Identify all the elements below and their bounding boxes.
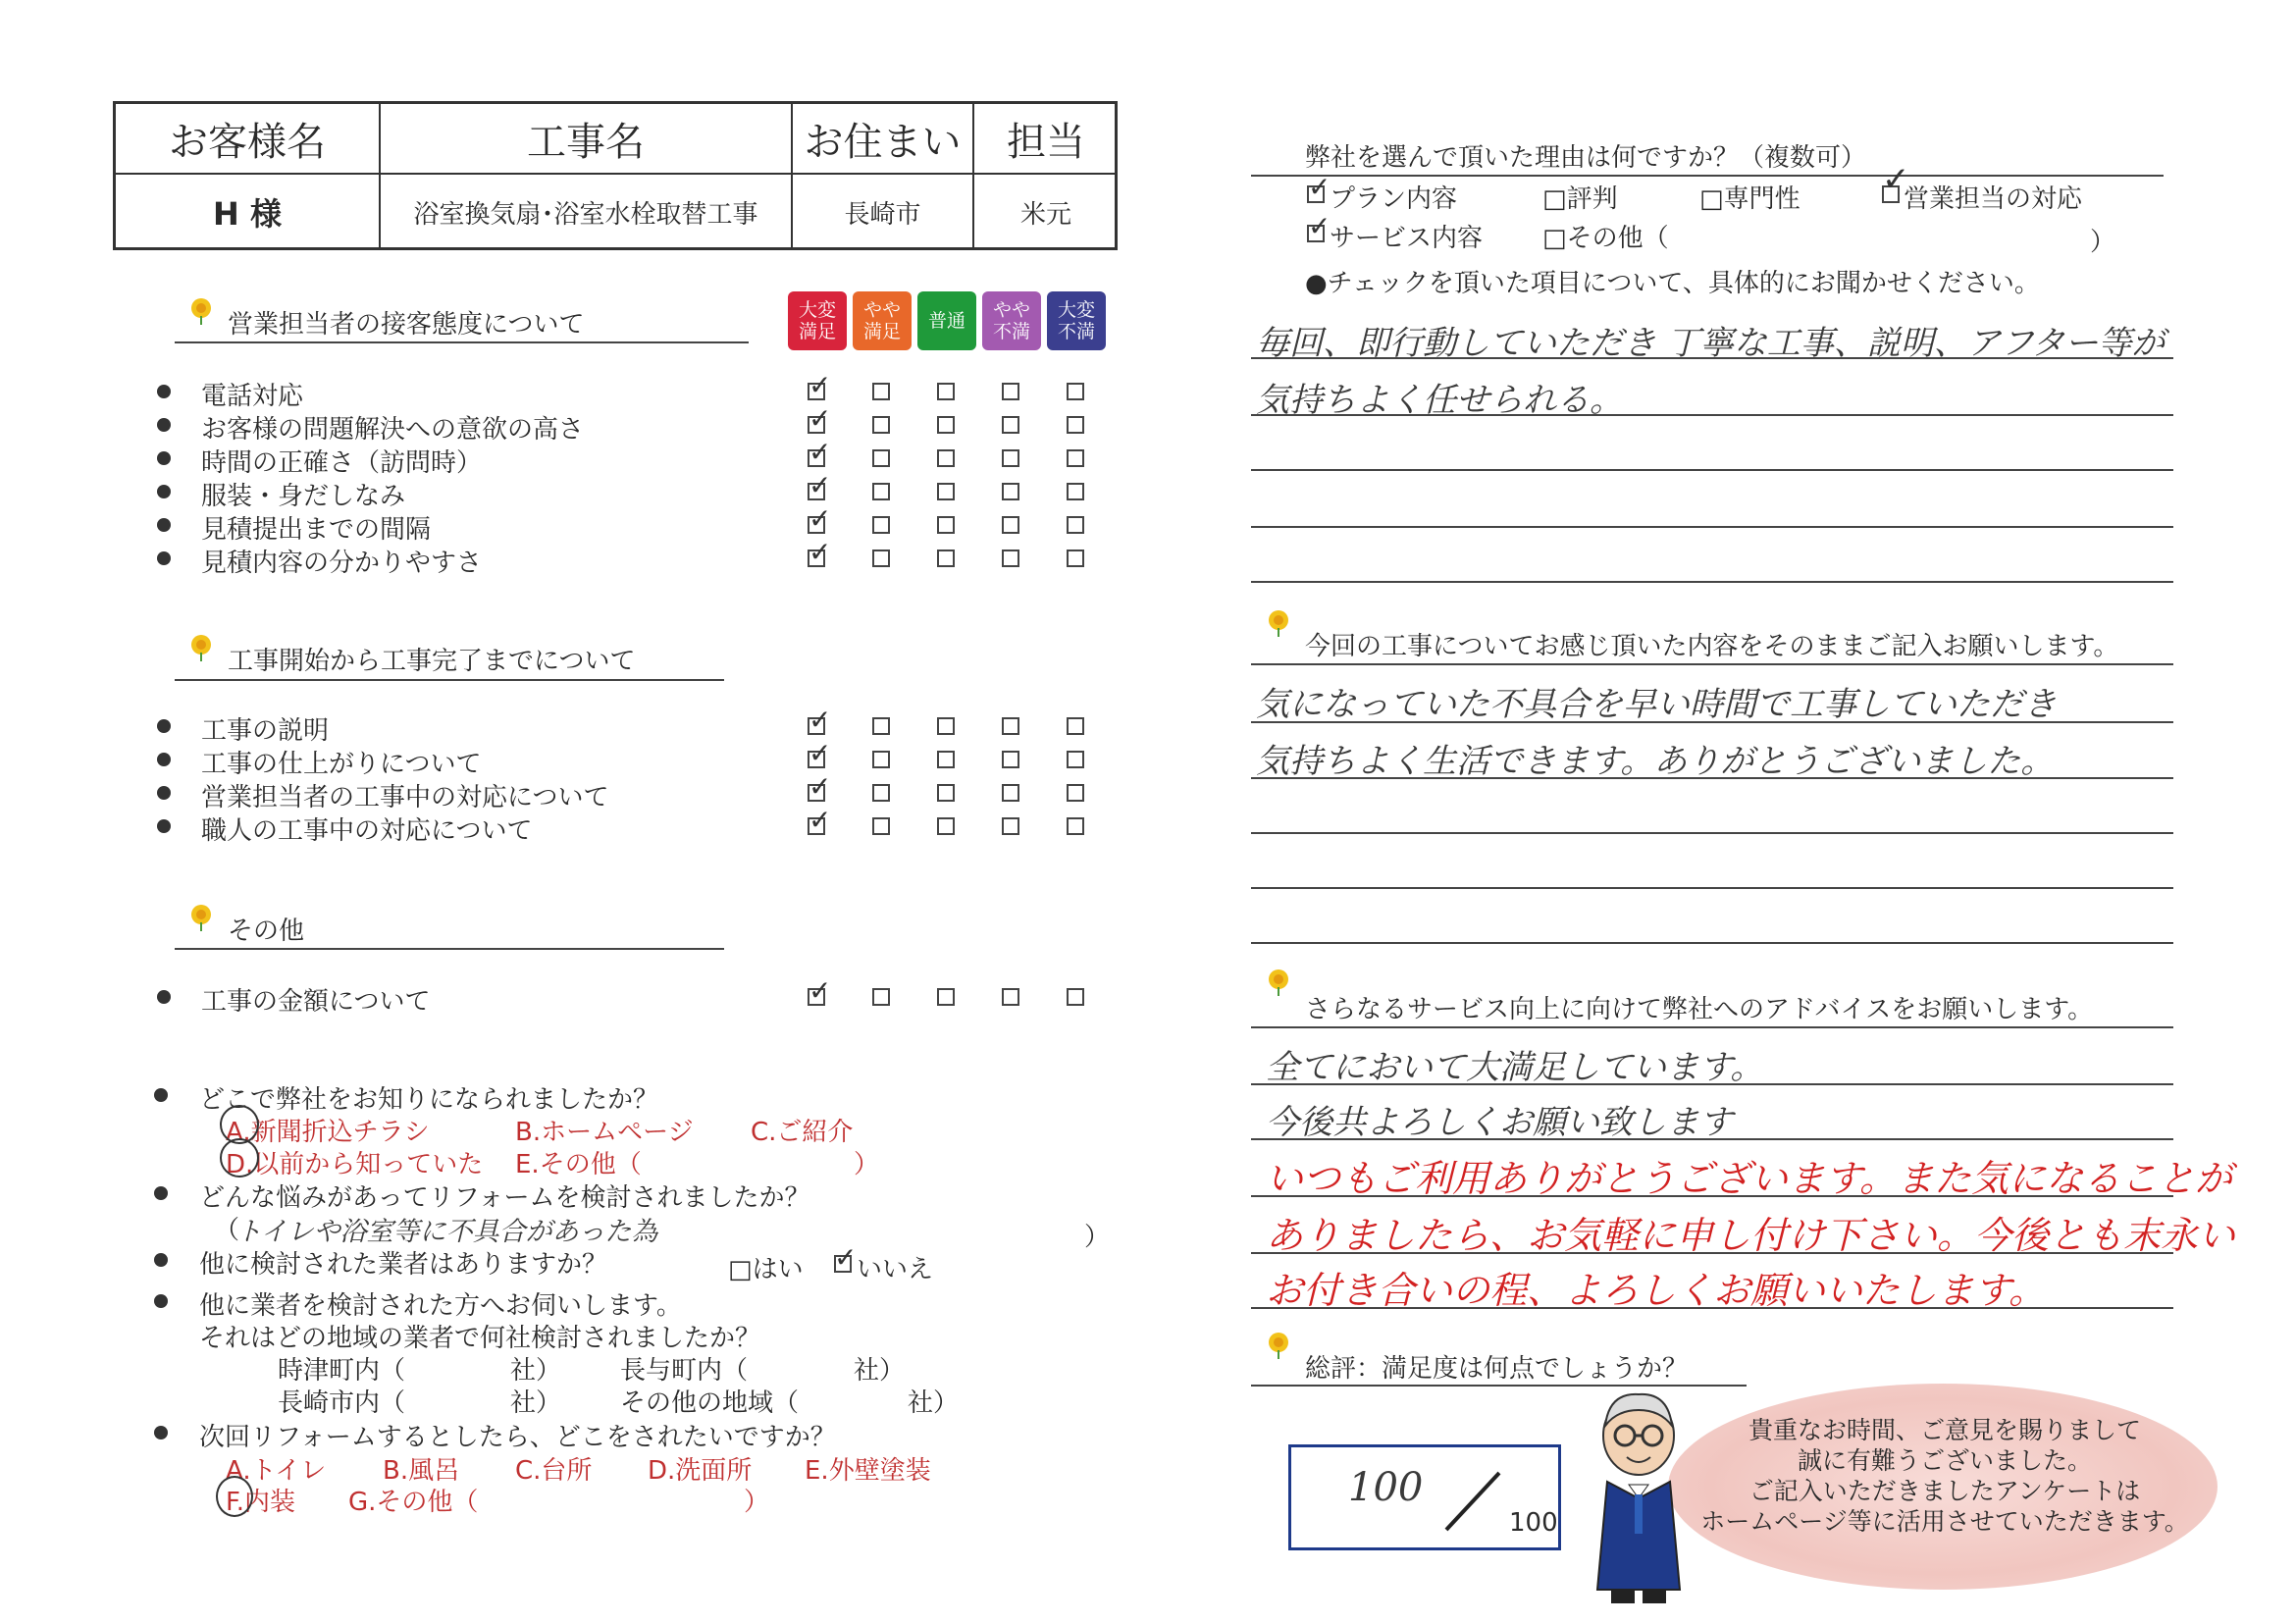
bullet — [157, 753, 171, 766]
bullet — [157, 719, 171, 733]
section2-label-2: 営業担当者の工事中の対応について — [201, 783, 609, 812]
detail-answer-1[interactable]: 毎回、即行動していただき 丁寧な工事、説明、アフター等が — [1256, 324, 2166, 363]
section1-label-5: 見積内容の分かりやすさ — [201, 549, 483, 578]
flower-icon — [186, 903, 216, 932]
bullet — [157, 385, 171, 398]
section1-label-4: 見積提出までの間隔 — [201, 515, 432, 545]
section1-checkbox-4-1[interactable] — [872, 516, 890, 534]
section3-checkbox-0-4[interactable] — [1067, 988, 1084, 1006]
section1-checkbox-2-3[interactable] — [1002, 449, 1019, 467]
check-mark: ✓ — [809, 402, 832, 435]
check-mark: ✓ — [1882, 160, 1910, 199]
bullet — [154, 1186, 168, 1200]
section1-checkbox-3-2[interactable] — [937, 483, 955, 500]
section1-checkbox-0-1[interactable] — [872, 383, 890, 400]
section1-checkbox-0-3[interactable] — [1002, 383, 1019, 400]
area-togitsu: 時津町内（ — [278, 1356, 406, 1386]
q-next-opt-d[interactable]: D.洗面所 — [648, 1456, 753, 1486]
reason-other[interactable]: □その他（ — [1542, 224, 1669, 253]
flower-icon — [186, 296, 216, 326]
section1-checkbox-0-2[interactable] — [937, 383, 955, 400]
score-max: 100 — [1509, 1508, 1558, 1538]
section2-label-0: 工事の説明 — [201, 716, 330, 746]
section1-checkbox-1-4[interactable] — [1067, 416, 1084, 434]
section1-checkbox-3-1[interactable] — [872, 483, 890, 500]
section2-checkbox-1-3[interactable] — [1002, 751, 1019, 768]
bullet — [157, 485, 171, 498]
section3-label-0: 工事の金額について — [201, 987, 431, 1017]
section1-label-1: お客様の問題解決への意欲の高さ — [201, 415, 585, 445]
area-nagasaki: 長崎市内（ — [278, 1388, 406, 1418]
area-togitsu-count: 社） — [510, 1356, 562, 1386]
section3-checkbox-0-2[interactable] — [937, 988, 955, 1006]
score-slash — [1438, 1467, 1507, 1536]
section3-checkbox-0-1[interactable] — [872, 988, 890, 1006]
bullet — [157, 418, 171, 432]
score-title: 総評：満足度は何点でしょうか？ — [1305, 1354, 1689, 1384]
bullet — [154, 1088, 168, 1102]
reason-reputation[interactable]: □評判 — [1542, 184, 1618, 214]
header-table — [113, 101, 1118, 250]
reply-line-1: いつもご利用ありがとうございます。また気になることが — [1266, 1157, 2232, 1200]
thanks-line-4: ホームページ等に活用させていただきます。 — [1700, 1507, 2189, 1536]
reason-service[interactable]: サービス内容 — [1330, 224, 1484, 253]
detail-prompt: ●チェックを頂いた項目について、具体的にお聞かせください。 — [1305, 269, 2040, 298]
rating-very-satisfied: 大変 満足 — [788, 291, 847, 350]
reason-title: 弊社を選んで頂いた理由は何ですか？（複数可） — [1305, 143, 1867, 173]
thanks-line-1: 貴重なお時間、ご意見を賜りまして — [1748, 1416, 2141, 1444]
staff-name: 米元 — [1019, 199, 1071, 230]
check-mark: ✓ — [809, 737, 832, 769]
check-mark: ✓ — [809, 704, 832, 736]
section1-checkbox-4-3[interactable] — [1002, 516, 1019, 534]
check-mark: ✓ — [809, 469, 832, 501]
section-title-staff: 営業担当者の接客態度について — [228, 310, 585, 340]
bullet — [157, 551, 171, 565]
q-next: 次回リフォームするとしたら、どこをされたいですか？ — [199, 1423, 836, 1452]
check-mark: ✓ — [809, 502, 832, 535]
section1-label-0: 電話対応 — [201, 382, 304, 411]
section2-checkbox-1-1[interactable] — [872, 751, 890, 768]
section2-checkbox-2-1[interactable] — [872, 784, 890, 802]
section2-label-1: 工事の仕上がりについて — [201, 750, 482, 779]
area-nagayo: 長与町内（ — [620, 1356, 749, 1386]
q-next-opt-g-close: ） — [744, 1488, 770, 1517]
thanks-text — [1680, 1415, 2210, 1537]
section1-checkbox-3-4[interactable] — [1067, 483, 1084, 500]
section1-checkbox-4-4[interactable] — [1067, 516, 1084, 534]
section2-checkbox-3-1[interactable] — [872, 817, 890, 835]
reply-line-3: お付き合いの程、よろしくお願いいたします。 — [1266, 1269, 2046, 1312]
bullet — [157, 990, 171, 1004]
q-other-vendor-no[interactable]: いいえ — [857, 1255, 934, 1284]
q-reason-answer[interactable]: トイレや浴室等に不具合があった為 — [235, 1217, 658, 1247]
score-value[interactable]: 100 — [1348, 1465, 1424, 1510]
section1-checkbox-5-4[interactable] — [1067, 550, 1084, 567]
section1-checkbox-2-2[interactable] — [937, 449, 955, 467]
rating-neutral: 普通 — [917, 291, 976, 350]
advice-answer-2[interactable]: 今後共よろしくお願い致します — [1266, 1103, 1733, 1142]
bullet — [154, 1426, 168, 1440]
section2-checkbox-2-4[interactable] — [1067, 784, 1084, 802]
section2-checkbox-3-4[interactable] — [1067, 817, 1084, 835]
circle-mark — [220, 1138, 259, 1178]
section1-checkbox-0-4[interactable] — [1067, 383, 1084, 400]
section1-checkbox-2-4[interactable] — [1067, 449, 1084, 467]
section1-checkbox-1-3[interactable] — [1002, 416, 1019, 434]
flower-icon — [1264, 608, 1293, 638]
section1-checkbox-4-2[interactable] — [937, 516, 955, 534]
q-next-opt-b[interactable]: B.風呂 — [383, 1456, 460, 1486]
section-title-construction: 工事開始から工事完了までについて — [228, 647, 636, 676]
impression-answer-2[interactable]: 気持ちよく生活できます。ありがとうございました。 — [1256, 742, 2055, 781]
area-nagayo-count: 社） — [854, 1356, 906, 1386]
section2-checkbox-0-1[interactable] — [872, 717, 890, 735]
bullet — [157, 786, 171, 800]
q-source: どこで弊社をお知りになられましたか？ — [199, 1085, 659, 1115]
section3-checkbox-0-3[interactable] — [1002, 988, 1019, 1006]
section1-checkbox-2-1[interactable] — [872, 449, 890, 467]
section2-checkbox-0-2[interactable] — [937, 717, 955, 735]
flower-icon — [1264, 1331, 1293, 1360]
rating-satisfied: やや 満足 — [853, 291, 912, 350]
q-reason-open: （ — [214, 1216, 240, 1245]
circle-mark — [216, 1476, 253, 1517]
section1-label-3: 服装・身だしなみ — [201, 482, 406, 511]
bullet — [154, 1253, 168, 1267]
area-nagasaki-count: 社） — [510, 1388, 562, 1418]
q-other-vendor-yes[interactable]: □はい — [728, 1255, 804, 1284]
advice-answer-1[interactable]: 全てにおいて大満足しています。 — [1266, 1048, 1764, 1087]
q-source-opt-d[interactable]: D.以前から知っていた — [226, 1150, 484, 1179]
city-name: 長崎市 — [844, 199, 921, 230]
section1-checkbox-1-2[interactable] — [937, 416, 955, 434]
reply-line-2: ありましたら、お気軽に申し付け下さい。今後とも末永い — [1266, 1214, 2236, 1257]
header-customer-label: お客様名 — [169, 119, 326, 165]
q-next-opt-e[interactable]: E.外壁塗装 — [805, 1456, 931, 1486]
reason-staff[interactable]: 営業担当の対応 — [1904, 184, 2083, 214]
impression-answer-1[interactable]: 気になっていた不具合を早い時間で工事していただき — [1256, 685, 2057, 724]
q-next-opt-g[interactable]: G.その他（ — [348, 1488, 479, 1517]
section2-checkbox-2-2[interactable] — [937, 784, 955, 802]
section2-checkbox-0-4[interactable] — [1067, 717, 1084, 735]
detail-answer-2[interactable]: 気持ちよく任せられる。 — [1256, 381, 1623, 420]
q-source-opt-a[interactable]: A.新聞折込チラシ — [226, 1118, 430, 1147]
work-name: 浴室換気扇･浴室水栓取替工事 — [413, 199, 758, 230]
section1-checkbox-3-3[interactable] — [1002, 483, 1019, 500]
check-mark: ✓ — [809, 804, 832, 836]
header-city-label: お住まい — [804, 119, 962, 165]
q-next-opt-c[interactable]: C.台所 — [515, 1456, 593, 1486]
q-next-opt-a[interactable]: A.トイレ — [226, 1456, 327, 1486]
thanks-line-3: ご記入いただきましたアンケートは — [1748, 1477, 2141, 1505]
section2-checkbox-1-2[interactable] — [937, 751, 955, 768]
check-mark: ✓ — [809, 974, 832, 1007]
q-reason: どんな悩みがあってリフォームを検討されましたか？ — [199, 1183, 810, 1213]
rating-dissatisfied: やや 不満 — [982, 291, 1041, 350]
customer-name: H 様 — [213, 195, 282, 233]
check-mark: ✓ — [834, 1241, 858, 1274]
section2-label-3: 職人の工事中の対応について — [201, 816, 533, 846]
score-box[interactable] — [1288, 1444, 1561, 1550]
q-source-opt-e[interactable]: E.その他（ — [515, 1150, 642, 1179]
bullet — [157, 518, 171, 532]
section-title-other: その他 — [228, 916, 305, 946]
flower-icon — [186, 633, 216, 662]
thanks-line-2: 誠に有難うございました。 — [1797, 1446, 2092, 1475]
section1-checkbox-5-3[interactable] — [1002, 550, 1019, 567]
section2-checkbox-2-3[interactable] — [1002, 784, 1019, 802]
mascot-illustration — [1590, 1388, 1688, 1609]
q-source-opt-b[interactable]: B.ホームページ — [515, 1118, 694, 1147]
section1-checkbox-5-1[interactable] — [872, 550, 890, 567]
q-next-opt-f[interactable]: F.内装 — [226, 1488, 296, 1517]
section2-checkbox-0-3[interactable] — [1002, 717, 1019, 735]
section1-checkbox-1-1[interactable] — [872, 416, 890, 434]
section2-checkbox-3-2[interactable] — [937, 817, 955, 835]
bullet — [157, 451, 171, 465]
check-mark: ✓ — [809, 436, 832, 468]
section1-label-2: 時間の正確さ（訪問時） — [201, 448, 483, 478]
area-other-count: 社） — [908, 1388, 960, 1418]
q-reason-close: ） — [1084, 1223, 1111, 1252]
bullet — [157, 819, 171, 833]
section2-checkbox-3-3[interactable] — [1002, 817, 1019, 835]
impression-title: 今回の工事についてお感じ頂いた内容をそのままご記入お願いします。 — [1305, 632, 2119, 661]
check-mark: ✓ — [809, 770, 832, 803]
reason-expertise[interactable]: □専門性 — [1699, 184, 1800, 214]
section1-checkbox-5-2[interactable] — [937, 550, 955, 567]
reason-other-close: ） — [2090, 228, 2116, 257]
area-other: その他の地域（ — [620, 1388, 800, 1418]
check-mark: ✓ — [809, 369, 832, 401]
q-source-opt-e-close: ） — [854, 1150, 880, 1179]
q-vendor-area-2: それはどの地域の業者で何社検討されましたか？ — [199, 1324, 761, 1353]
rating-very-dissatisfied: 大変 不満 — [1047, 291, 1106, 350]
q-other-vendor: 他に検討された業者はありますか？ — [199, 1250, 608, 1280]
check-mark: ✓ — [809, 536, 832, 568]
flower-icon — [1264, 968, 1293, 997]
section2-checkbox-1-4[interactable] — [1067, 751, 1084, 768]
check-mark: ✓ — [1308, 210, 1331, 242]
q-vendor-area-1: 他に業者を検討された方へお伺いします。 — [199, 1291, 682, 1321]
check-mark: ✓ — [1308, 171, 1331, 203]
bullet — [154, 1294, 168, 1308]
q-source-opt-c[interactable]: C.ご紹介 — [751, 1118, 854, 1147]
header-staff-label: 担当 — [1007, 119, 1085, 165]
reason-plan[interactable]: プラン内容 — [1330, 184, 1458, 214]
advice-title: さらなるサービス向上に向けて弊社へのアドバイスをお願いします。 — [1305, 995, 2094, 1024]
header-work-label: 工事名 — [527, 119, 645, 165]
